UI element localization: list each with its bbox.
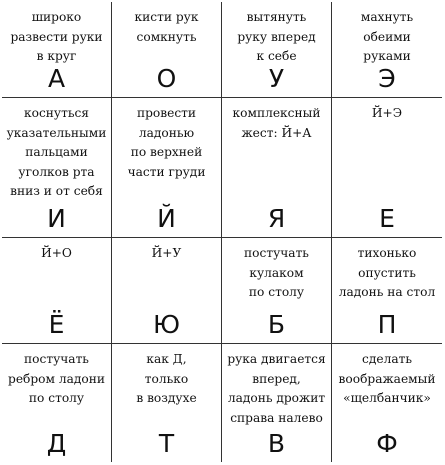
- gesture-cell-a: [2, 2, 112, 98]
- gesture-letter: П: [377, 310, 397, 339]
- gesture-cell-o: [112, 2, 222, 98]
- gesture-letter: Я: [267, 204, 286, 233]
- gesture-cell-ye: [332, 98, 442, 238]
- gesture-description: Й+Э: [371, 106, 403, 120]
- gesture-cell-i: [2, 98, 112, 238]
- gesture-description: комплексный жест: Й+А: [232, 106, 321, 140]
- gesture-description: постучать ребром ладони по столу: [8, 352, 105, 405]
- gesture-letter: Е: [379, 204, 395, 233]
- gesture-cell-i-short: [112, 98, 222, 238]
- gesture-description: вытянуть руку вперед к себе: [237, 10, 316, 63]
- gesture-cell-f: [332, 344, 442, 462]
- gesture-alphabet-table: [2, 2, 442, 462]
- gesture-cell-u: [222, 2, 332, 98]
- gesture-description: махнуть обеими руками: [360, 10, 414, 63]
- gesture-letter: И: [47, 204, 66, 233]
- gesture-description: Й+У: [151, 246, 182, 260]
- gesture-cell-t: [112, 344, 222, 462]
- gesture-description: тихонько опустить ладонь на стол: [338, 246, 436, 299]
- gesture-letter: В: [267, 429, 286, 458]
- gesture-cell-p: [332, 238, 442, 344]
- gesture-description: кисти рук сомкнуть: [134, 10, 199, 44]
- gesture-letter: Б: [267, 310, 286, 339]
- gesture-cell-v: [222, 344, 332, 462]
- gesture-cell-b: [222, 238, 332, 344]
- gesture-description: провести ладонью по верхней части груди: [127, 106, 206, 179]
- gesture-cell-ya: [222, 98, 332, 238]
- gesture-letter: Й: [157, 204, 176, 233]
- gesture-cell-d: [2, 344, 112, 462]
- gesture-letter: А: [47, 64, 66, 93]
- gesture-letter: Ю: [153, 310, 180, 339]
- gesture-letter: Д: [46, 429, 67, 458]
- gesture-cell-e-reverse: [332, 2, 442, 98]
- gesture-description: Й+О: [41, 246, 72, 260]
- gesture-cell-yu: [112, 238, 222, 344]
- gesture-description: коснуться указательными пальцами уголков рта вниз и от себя: [6, 106, 107, 198]
- gesture-letter: О: [156, 64, 177, 93]
- gesture-description: сделать воображаемый «щелбанчик»: [338, 352, 436, 405]
- gesture-letter: У: [268, 64, 285, 93]
- gesture-cell-yo: [2, 238, 112, 344]
- gesture-description: постучать кулаком по столу: [244, 246, 309, 299]
- gesture-letter: Т: [158, 429, 175, 458]
- gesture-letter: Э: [378, 64, 396, 93]
- gesture-letter: Ф: [376, 429, 398, 458]
- gesture-description: широко развести руки в круг: [10, 10, 103, 63]
- gesture-description: рука двигается вперед, ладонь дрожит справа налево: [227, 352, 326, 425]
- gesture-letter: Ё: [48, 310, 65, 339]
- gesture-description: как Д, только в воздухе: [136, 352, 197, 405]
